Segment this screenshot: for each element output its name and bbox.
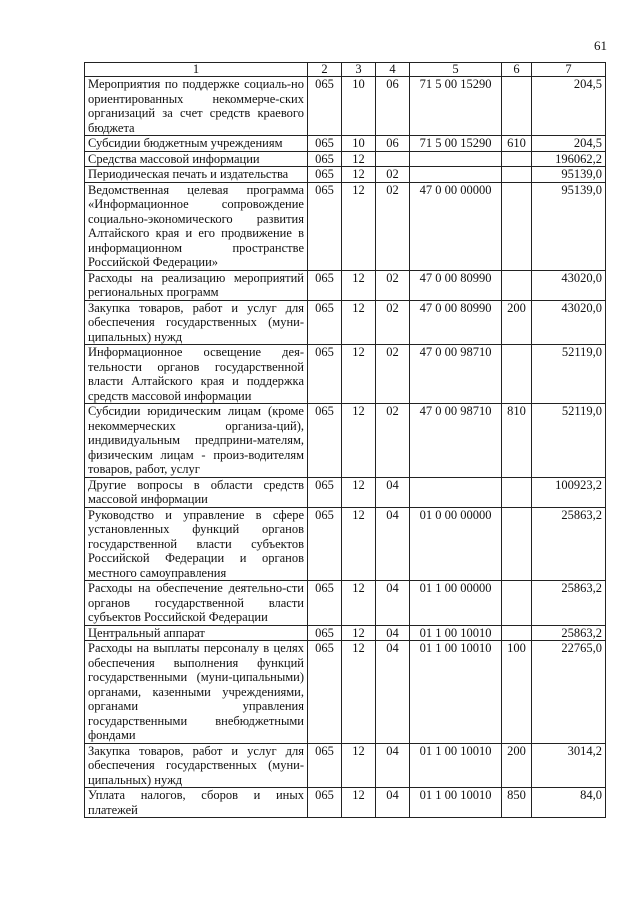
amount-cell: 84,0: [532, 788, 606, 818]
row-name-cell: Другие вопросы в области средств массовой информации: [85, 477, 308, 507]
target-article-cell: 47 0 00 80990: [410, 270, 502, 300]
ministry-code-cell: 065: [308, 77, 342, 136]
table-row: [85, 641, 606, 744]
row-name-cell: Уплата налогов, сборов и иных платежей: [85, 788, 308, 818]
section-code-cell: 10: [342, 136, 376, 152]
subsection-code-cell: 04: [376, 788, 410, 818]
target-article-cell: [410, 477, 502, 507]
amount-cell: 3014,2: [532, 743, 606, 788]
target-article-cell: 71 5 00 15290: [410, 136, 502, 152]
subsection-code-cell: 02: [376, 182, 410, 270]
table-row: [85, 182, 606, 270]
column-header: 2: [308, 63, 342, 77]
row-name-cell: Закупка товаров, работ и услуг для обеспечения государственных (муни-ципальных) нужд: [85, 743, 308, 788]
expense-type-cell: [502, 151, 532, 167]
expense-type-cell: 200: [502, 743, 532, 788]
ministry-code-cell: 065: [308, 151, 342, 167]
target-article-cell: 47 0 00 98710: [410, 404, 502, 478]
table-row: [85, 300, 606, 345]
target-article-cell: 47 0 00 80990: [410, 300, 502, 345]
ministry-code-cell: 065: [308, 270, 342, 300]
section-code-cell: 12: [342, 345, 376, 404]
row-name-cell: Центральный аппарат: [85, 625, 308, 641]
subsection-code-cell: [376, 151, 410, 167]
column-header: 3: [342, 63, 376, 77]
row-name-cell: Расходы на обеспечение деятельно-сти органов государственной власти субъектов Российской Федерации: [85, 581, 308, 626]
table-row: [85, 77, 606, 136]
amount-cell: 196062,2: [532, 151, 606, 167]
column-header: 6: [502, 63, 532, 77]
expense-type-cell: 610: [502, 136, 532, 152]
expense-type-cell: [502, 270, 532, 300]
section-code-cell: 12: [342, 151, 376, 167]
subsection-code-cell: 02: [376, 167, 410, 183]
column-header: 7: [532, 63, 606, 77]
section-code-cell: 12: [342, 167, 376, 183]
expense-type-cell: 850: [502, 788, 532, 818]
ministry-code-cell: 065: [308, 788, 342, 818]
table-row: [85, 404, 606, 478]
subsection-code-cell: 02: [376, 404, 410, 478]
section-code-cell: 12: [342, 788, 376, 818]
table-row: [85, 167, 606, 183]
section-code-cell: 12: [342, 581, 376, 626]
section-code-cell: 12: [342, 743, 376, 788]
row-name-cell: Руководство и управление в сфере установленных функций органов государственной власти субъектов Российской Федерации и органов местного самоуправления: [85, 507, 308, 581]
expense-type-cell: 810: [502, 404, 532, 478]
target-article-cell: 47 0 00 98710: [410, 345, 502, 404]
row-name-cell: Информационное освещение дея-тельности органов государственной власти Алтайского края и поддержка средств массовой информации: [85, 345, 308, 404]
expense-type-cell: [502, 581, 532, 626]
subsection-code-cell: 02: [376, 345, 410, 404]
target-article-cell: 01 1 00 10010: [410, 625, 502, 641]
expense-type-cell: 100: [502, 641, 532, 744]
row-name-cell: Расходы на реализацию мероприятий региональных программ: [85, 270, 308, 300]
column-header: 1: [85, 63, 308, 77]
target-article-cell: [410, 167, 502, 183]
ministry-code-cell: 065: [308, 507, 342, 581]
ministry-code-cell: 065: [308, 743, 342, 788]
amount-cell: 95139,0: [532, 167, 606, 183]
amount-cell: 43020,0: [532, 270, 606, 300]
section-code-cell: 12: [342, 625, 376, 641]
ministry-code-cell: 065: [308, 581, 342, 626]
subsection-code-cell: 04: [376, 477, 410, 507]
target-article-cell: 71 5 00 15290: [410, 77, 502, 136]
section-code-cell: 12: [342, 182, 376, 270]
subsection-code-cell: 02: [376, 300, 410, 345]
target-article-cell: 01 1 00 10010: [410, 641, 502, 744]
table-header: [85, 63, 606, 77]
column-header: 5: [410, 63, 502, 77]
expense-type-cell: [502, 182, 532, 270]
amount-cell: 22765,0: [532, 641, 606, 744]
table-row: [85, 788, 606, 818]
expense-type-cell: [502, 345, 532, 404]
target-article-cell: 01 1 00 10010: [410, 788, 502, 818]
amount-cell: 43020,0: [532, 300, 606, 345]
ministry-code-cell: 065: [308, 182, 342, 270]
table-row: [85, 507, 606, 581]
budget-table: [84, 62, 606, 818]
target-article-cell: 01 1 00 00000: [410, 581, 502, 626]
section-code-cell: 12: [342, 507, 376, 581]
section-code-cell: 12: [342, 270, 376, 300]
table-body: [85, 77, 606, 818]
subsection-code-cell: 06: [376, 136, 410, 152]
table-row: [85, 136, 606, 152]
subsection-code-cell: 02: [376, 270, 410, 300]
amount-cell: 100923,2: [532, 477, 606, 507]
target-article-cell: [410, 151, 502, 167]
subsection-code-cell: 04: [376, 625, 410, 641]
table-row: [85, 270, 606, 300]
amount-cell: 25863,2: [532, 625, 606, 641]
section-code-cell: 12: [342, 404, 376, 478]
row-name-cell: Ведомственная целевая программа «Информационное сопровождение социально-экономического развития Алтайского края и его продвижение в информационном пространстве Российской Федерации»: [85, 182, 308, 270]
amount-cell: 204,5: [532, 136, 606, 152]
page-number: 61: [594, 38, 607, 53]
table-row: [85, 581, 606, 626]
subsection-code-cell: 06: [376, 77, 410, 136]
table-row: [85, 151, 606, 167]
ministry-code-cell: 065: [308, 477, 342, 507]
subsection-code-cell: 04: [376, 581, 410, 626]
target-article-cell: 47 0 00 00000: [410, 182, 502, 270]
section-code-cell: 12: [342, 300, 376, 345]
target-article-cell: 01 0 00 00000: [410, 507, 502, 581]
ministry-code-cell: 065: [308, 167, 342, 183]
subsection-code-cell: 04: [376, 507, 410, 581]
table-row: [85, 625, 606, 641]
expense-type-cell: [502, 477, 532, 507]
ministry-code-cell: 065: [308, 625, 342, 641]
ministry-code-cell: 065: [308, 641, 342, 744]
column-header: 4: [376, 63, 410, 77]
section-code-cell: 10: [342, 77, 376, 136]
ministry-code-cell: 065: [308, 300, 342, 345]
expense-type-cell: [502, 625, 532, 641]
row-name-cell: Расходы на выплаты персоналу в целях обеспечения выполнения функций государственными (муни-ципальными) органами, казенными учреждениями, органами управления государственными внебюджетными фондами: [85, 641, 308, 744]
ministry-code-cell: 065: [308, 404, 342, 478]
ministry-code-cell: 065: [308, 345, 342, 404]
section-code-cell: 12: [342, 477, 376, 507]
expense-type-cell: [502, 167, 532, 183]
expense-type-cell: 200: [502, 300, 532, 345]
subsection-code-cell: 04: [376, 743, 410, 788]
row-name-cell: Субсидии бюджетным учреждениям: [85, 136, 308, 152]
table-row: [85, 345, 606, 404]
amount-cell: 52119,0: [532, 404, 606, 478]
amount-cell: 204,5: [532, 77, 606, 136]
row-name-cell: Средства массовой информации: [85, 151, 308, 167]
target-article-cell: 01 1 00 10010: [410, 743, 502, 788]
subsection-code-cell: 04: [376, 641, 410, 744]
amount-cell: 25863,2: [532, 581, 606, 626]
row-name-cell: Мероприятия по поддержке социаль-но ориентированных некоммерче-ских организаций за счет средств краевого бюджета: [85, 77, 308, 136]
expense-type-cell: [502, 507, 532, 581]
section-code-cell: 12: [342, 641, 376, 744]
expense-type-cell: [502, 77, 532, 136]
amount-cell: 52119,0: [532, 345, 606, 404]
ministry-code-cell: 065: [308, 136, 342, 152]
table-row: [85, 743, 606, 788]
row-name-cell: Субсидии юридическим лицам (кроме некоммерческих организа-ций), индивидуальным предприни-мателям, физическим лицам - произ-водителям товаров, работ, услуг: [85, 404, 308, 478]
table-row: [85, 477, 606, 507]
amount-cell: 25863,2: [532, 507, 606, 581]
header-row: [85, 63, 606, 77]
row-name-cell: Закупка товаров, работ и услуг для обеспечения государственных (муни-ципальных) нужд: [85, 300, 308, 345]
amount-cell: 95139,0: [532, 182, 606, 270]
row-name-cell: Периодическая печать и издательства: [85, 167, 308, 183]
